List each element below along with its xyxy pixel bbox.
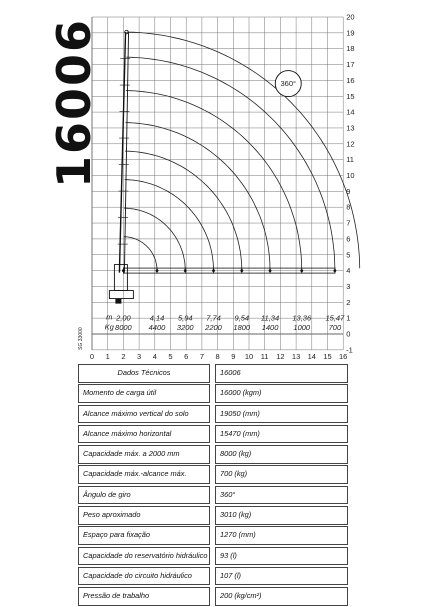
reach-value-label: 4,14 [149, 313, 165, 323]
crane-base [109, 291, 133, 299]
reach-value-label: 2,00 [116, 313, 131, 323]
side-note: SG 33000 [78, 327, 84, 350]
capacity-value-label: 1000 [293, 322, 311, 332]
chart-grid [92, 17, 343, 350]
load-point-mark [156, 269, 159, 272]
x-tick-label: 0 [89, 351, 95, 361]
y-tick-label: 10 [346, 171, 355, 180]
reach-value-label: 7,74 [206, 313, 221, 323]
spec-row [78, 547, 348, 566]
y-tick-label: 6 [346, 234, 351, 244]
load-unit-label: Kg [104, 322, 114, 332]
spec-label: Capacidade máx. a 2000 mm [78, 445, 210, 464]
y-tick-label: 15 [346, 91, 355, 101]
y-tick-label: 4 [346, 266, 351, 276]
reach-arcs [124, 32, 360, 270]
x-tick-label: 6 [184, 351, 189, 361]
spec-value: 15470 (mm) [215, 425, 348, 444]
spec-label: Capacidade do reservatório hidráulico [78, 547, 210, 566]
capacity-value-label: 3200 [176, 322, 194, 332]
y-tick-label: 11 [346, 155, 354, 165]
spec-row [78, 567, 348, 586]
spec-label: Momento de carga útil [78, 384, 210, 403]
y-tick-label: -1 [346, 345, 353, 355]
y-tick-label: 8 [346, 202, 351, 212]
spec-label: Peso aproximado [78, 506, 210, 525]
spec-row [78, 384, 348, 403]
x-tick-label: 16 [339, 351, 348, 361]
load-point-mark [300, 269, 303, 272]
spec-row [78, 486, 348, 505]
reach-value-label: 5,94 [177, 313, 193, 323]
x-tick-label: 14 [307, 351, 316, 361]
y-tick-label: 2 [346, 297, 351, 307]
spec-value: 360° [215, 486, 348, 505]
x-tick-label: 7 [199, 351, 204, 361]
y-tick-label: 5 [346, 250, 351, 260]
spec-value: 107 (l) [215, 567, 348, 586]
load-point-mark [122, 269, 125, 272]
x-tick-label: 8 [215, 351, 220, 361]
y-tick-label: 7 [346, 218, 351, 228]
spec-value: 1270 (mm) [215, 526, 348, 545]
spec-label: Alcance máximo horizontal [78, 425, 210, 444]
capacity-value-label: 4400 [148, 322, 166, 332]
reach-value-label: 13,36 [292, 313, 312, 323]
spec-label: Espaço para fixação [78, 526, 210, 545]
capacity-value-label: 1800 [233, 322, 251, 332]
spec-row [78, 445, 348, 464]
capacity-value-label: 8000 [115, 322, 132, 332]
spec-header-label: Dados Técnicos [78, 364, 210, 383]
y-tick-label: 1 [346, 313, 351, 323]
reach-value-label: 11,34 [260, 313, 280, 323]
reach-unit-label: m [106, 312, 113, 322]
capacity-value-label: 1400 [261, 322, 279, 332]
y-tick-label: 3 [346, 281, 351, 291]
load-point-mark [333, 269, 336, 272]
load-point-mark [212, 269, 215, 272]
x-tick-label: 13 [291, 351, 301, 361]
spec-rows [78, 384, 348, 605]
reach-arc [126, 57, 335, 268]
y-tick-label: 16 [346, 75, 355, 85]
spec-label: Alcance máximo vertical do solo [78, 405, 210, 424]
load-point-mark [184, 269, 187, 272]
y-tick-label: 18 [346, 44, 355, 54]
x-tick-label: 3 [137, 351, 142, 361]
spec-row [78, 506, 348, 525]
x-tick-label: 1 [105, 351, 110, 361]
crane-drawing [109, 30, 334, 303]
y-tick-label: 14 [346, 107, 355, 117]
spec-header-row [78, 364, 348, 383]
spec-row [78, 465, 348, 484]
spec-label: Pressão de trabalho [78, 587, 210, 606]
rotation-label: 360° [280, 79, 297, 89]
spec-value: 93 (l) [215, 547, 348, 566]
spec-label: Capacidade do circuito hidráulico [78, 567, 210, 586]
y-tick-label: 0 [346, 329, 351, 339]
reach-arc [126, 91, 302, 269]
load-point-mark [269, 269, 272, 272]
capacity-value-label: 2200 [205, 322, 222, 332]
y-tick-label: 20 [346, 12, 355, 22]
spec-label: Ângulo de giro [78, 486, 210, 505]
y-tick-label: 12 [346, 139, 355, 149]
spec-row [78, 587, 348, 606]
spec-row [78, 425, 348, 444]
reach-arc [125, 151, 242, 269]
capacity-value-label: 700 [328, 322, 342, 332]
spec-row [78, 526, 348, 545]
x-tick-label: 10 [244, 351, 254, 361]
y-tick-label: 19 [346, 28, 355, 38]
reach-arc [125, 180, 214, 270]
x-tick-label: 12 [276, 351, 285, 361]
x-tick-label: 2 [121, 351, 126, 361]
x-tick-label: 11 [260, 351, 269, 361]
spec-value: 8000 (kg) [215, 445, 348, 464]
spec-value: 700 (kg) [215, 465, 348, 484]
x-tick-label: 5 [168, 351, 173, 361]
y-tick-label: 13 [346, 123, 355, 133]
spec-label: Capacidade máx.-alcance máx. [78, 465, 210, 484]
x-tick-label: 4 [152, 351, 157, 361]
x-tick-label: 9 [231, 351, 236, 361]
spec-value: 3010 (kg) [215, 506, 348, 525]
spec-value: 200 (kg/cm²) [215, 587, 348, 606]
y-tick-label: 9 [346, 186, 351, 196]
reach-value-label: 9,54 [234, 313, 250, 323]
load-point-mark [240, 269, 243, 272]
spec-row [78, 405, 348, 424]
y-tick-label: 17 [346, 60, 355, 70]
x-tick-label: 15 [323, 351, 332, 361]
reach-arc [127, 32, 360, 268]
spec-value: 19050 (mm) [215, 405, 348, 424]
spec-value: 16000 (kgm) [215, 384, 348, 403]
reach-value-label: 15,47 [325, 313, 345, 323]
crane-stabilizer [115, 299, 121, 304]
spec-table [78, 364, 348, 607]
spec-header-value: 16006 [215, 364, 348, 383]
reach-arc [124, 237, 157, 271]
model-title-text: 16006 [47, 17, 101, 188]
